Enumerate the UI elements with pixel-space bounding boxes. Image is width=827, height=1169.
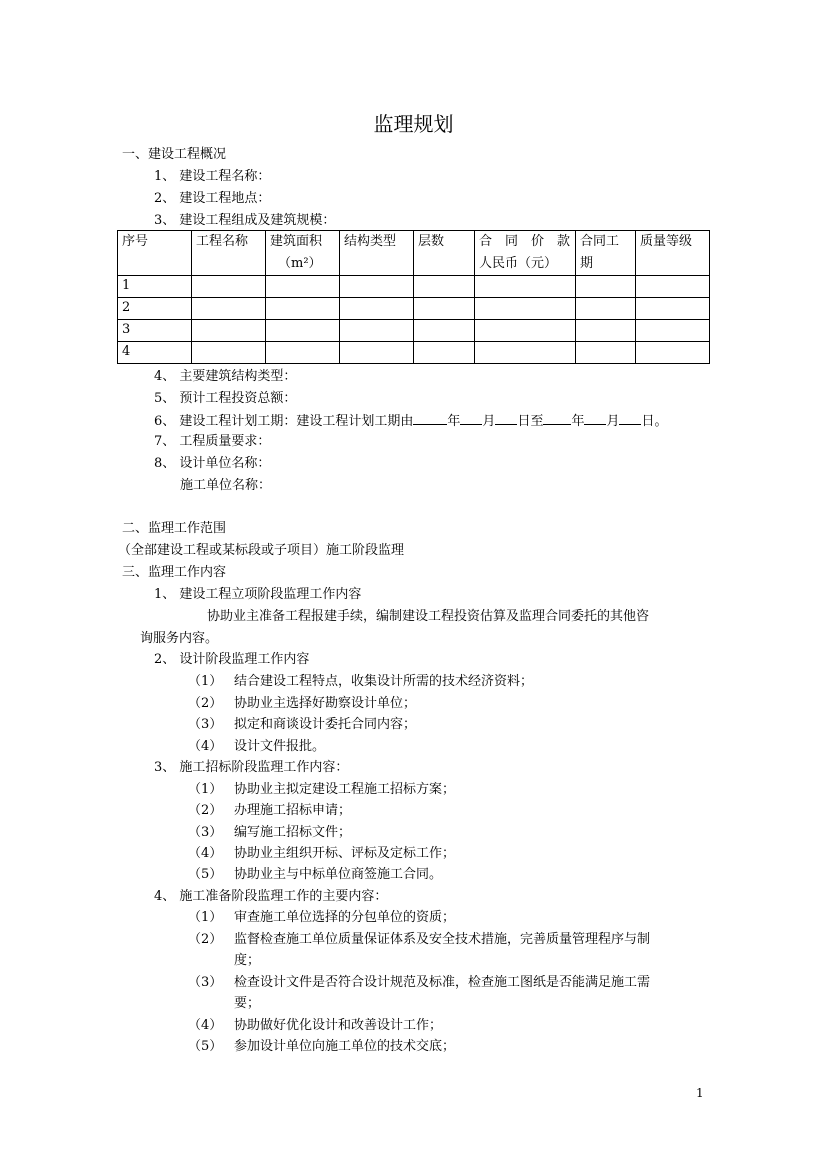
list-item: 设计文件报批。 (234, 739, 326, 754)
header-building-area (266, 231, 340, 276)
section-2-scope: （全部建设工程或某标段或子项目）施工阶段监理 (118, 543, 405, 558)
list-item-number: （2） (188, 932, 223, 947)
list-item: 参加设计单位向施工单位的技术交底； (234, 1039, 456, 1054)
list-item-number: （5） (188, 1039, 223, 1054)
list-item: 审查施工单位选择的分包单位的资质； (234, 910, 456, 925)
list-item-continuation: 度； (234, 953, 261, 968)
list-item: 办理施工招标申请； (234, 803, 352, 818)
header-building-area-line2: （m²） (278, 256, 322, 271)
day-end-label: 日。 (641, 414, 668, 429)
list-item-number: （4） (188, 846, 223, 861)
table-row (118, 276, 710, 298)
blank-end-month (584, 410, 606, 425)
table-row (118, 320, 710, 342)
sub-2-title: 2、 设计阶段监理工作内容 (154, 652, 310, 667)
list-item: 检查设计文件是否符合设计规范及标准，检查施工图纸是否能满足施工需 (234, 975, 651, 990)
section-3-heading: 三、监理工作内容 (122, 565, 227, 580)
list-item-number: （2） (188, 696, 223, 711)
item-1-project-name: 1、 建设工程名称： (154, 169, 271, 184)
table-row (118, 298, 710, 320)
list-item: 结合建设工程特点，收集设计所需的技术经济资料； (234, 674, 534, 689)
year-label: 年 (447, 414, 461, 429)
row-seq: 3 (118, 320, 192, 342)
project-table (117, 230, 710, 364)
header-contract-period (576, 231, 636, 276)
sub-1-para-line1: 协助业主准备工程报建手续，编制建设工程投资估算及监理合同委托的其他咨 (207, 609, 650, 624)
item-4-structure-type: 4、 主要建筑结构类型： (154, 369, 297, 384)
month-label: 月 (606, 414, 620, 429)
list-item-continuation: 要； (234, 996, 261, 1011)
schedule-prefix: 6、 建设工程计划工期：建设工程计划工期由 (154, 414, 414, 429)
item-6-schedule (154, 410, 668, 433)
list-item-number: （3） (188, 717, 223, 732)
sub-3-title: 3、 施工招标阶段监理工作内容： (154, 760, 349, 775)
item-3-project-scale: 3、 建设工程组成及建筑规模： (154, 213, 336, 228)
list-item-number: （3） (188, 825, 223, 840)
header-contract-price-line1: 合 同 价 款 (479, 234, 571, 249)
header-seq: 序号 (118, 231, 192, 276)
list-item-number: （5） (188, 867, 223, 882)
list-item: 协助业主选择好勘察设计单位； (234, 696, 417, 711)
document-title: 监理规划 (373, 112, 454, 136)
row-seq: 2 (118, 298, 192, 320)
sub-1-title: 1、 建设工程立项阶段监理工作内容 (154, 587, 362, 602)
blank-end-day (619, 410, 641, 425)
list-item-number: （1） (188, 674, 223, 689)
list-item: 协助做好优化设计和改善设计工作； (234, 1018, 443, 1033)
list-item: 拟定和商谈设计委托合同内容； (234, 717, 417, 732)
item-7-quality: 7、 工程质量要求： (154, 434, 271, 449)
list-item: 协助业主组织开标、评标及定标工作； (234, 846, 456, 861)
page-number: 1 (696, 1086, 704, 1100)
header-project-name: 工程名称 (192, 231, 266, 276)
table-row (118, 342, 710, 364)
blank-start-month (460, 410, 482, 425)
header-floors: 层数 (414, 231, 475, 276)
header-building-area-line1: 建筑面积 (270, 234, 323, 249)
row-seq: 1 (118, 276, 192, 298)
blank-start-year (413, 410, 447, 425)
section-1-heading: 一、建设工程概况 (122, 147, 227, 162)
blank-end-year (543, 410, 571, 425)
header-contract-period-line2: 期 (580, 256, 594, 271)
list-item-number: （3） (188, 975, 223, 990)
list-item: 监督检查施工单位质量保证体系及安全技术措施，完善质量管理程序与制 (234, 932, 651, 947)
header-contract-period-line1: 合同工 (580, 234, 620, 249)
year-label: 年 (571, 414, 585, 429)
table-header-row (118, 231, 710, 276)
header-contract-price (475, 231, 576, 276)
section-2-heading: 二、监理工作范围 (122, 521, 227, 536)
header-contract-price-line2: 人民币（元） (479, 256, 558, 271)
header-quality-grade: 质量等级 (636, 231, 710, 276)
item-8-design-unit: 8、 设计单位名称： (154, 456, 271, 471)
header-structure-type: 结构类型 (340, 231, 414, 276)
item-8-construction-unit: 施工单位名称： (180, 478, 272, 493)
list-item: 协助业主拟定建设工程施工招标方案； (234, 782, 456, 797)
blank-start-day (495, 410, 517, 425)
list-item-number: （4） (188, 739, 223, 754)
list-item-number: （4） (188, 1018, 223, 1033)
list-item-number: （2） (188, 803, 223, 818)
list-item: 编写施工招标文件； (234, 825, 352, 840)
list-item: 协助业主与中标单位商签施工合同。 (234, 867, 443, 882)
item-2-project-location: 2、 建设工程地点： (154, 191, 271, 206)
row-seq: 4 (118, 342, 192, 364)
sub-1-para-line2: 询服务内容。 (140, 631, 219, 646)
list-item-number: （1） (188, 910, 223, 925)
day-to-label: 日至 (517, 414, 544, 429)
sub-4-title: 4、 施工准备阶段监理工作的主要内容： (154, 889, 388, 904)
list-item-number: （1） (188, 782, 223, 797)
month-label: 月 (482, 414, 496, 429)
item-5-investment: 5、 预计工程投资总额： (154, 391, 297, 406)
